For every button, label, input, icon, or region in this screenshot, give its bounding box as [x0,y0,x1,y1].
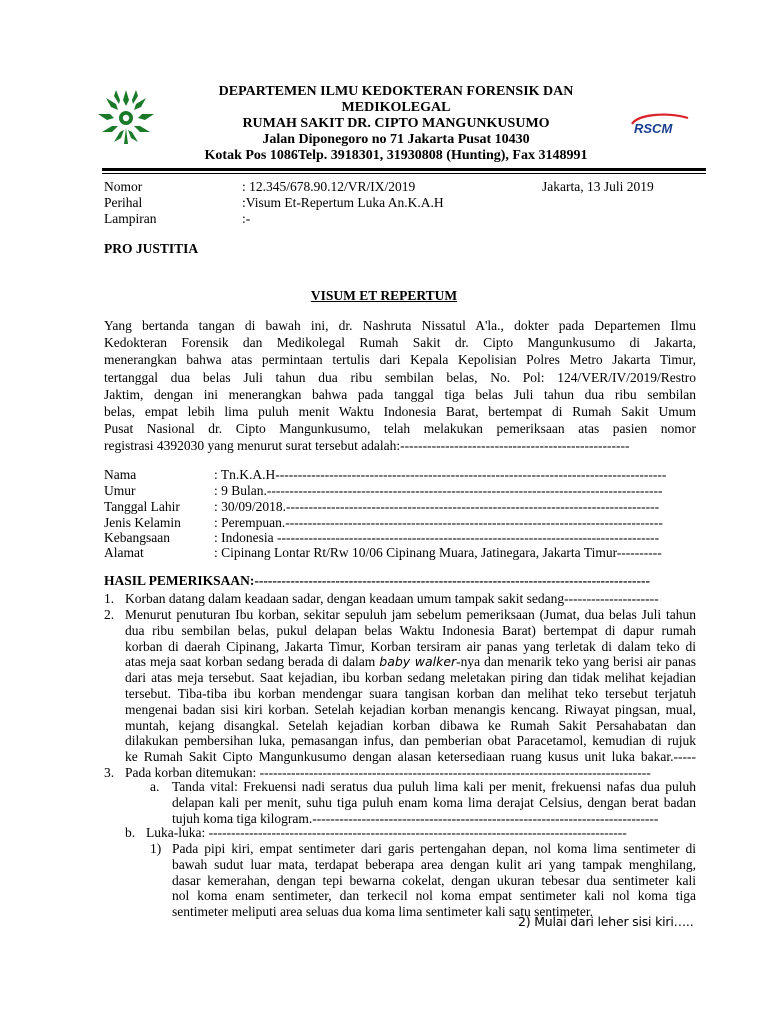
sub-number: a. [150,779,160,794]
intro-line: Jaktim, dengan ini menerangkan bahwa pada tanggal tiga belas Juli tahun dua ribu sembilan [104,386,696,402]
nomor-label: Nomor [104,179,143,194]
finding-line: korban di daerah Cipinang, Jakarta Timur, Korban tersiram air panas yang terletak di dalam teko di [125,638,696,654]
finding-line-part: atas meja saat korban sedang berada di dalam [125,654,380,670]
finding-line: nol koma enam sentimeter, dan terkecil nol koma empat sentimeter kali nol koma tiga [172,888,696,904]
intro-line: Yang bertanda tangan di bawah ini, dr. Nashruta Nissatul A'la., dokter pada Departemen Ilmu [104,318,696,333]
finding-line: dasar kemerahan, dengan tepi bewarna cokelat, dengan ukuran tebesar dua sentimeter kali [172,872,696,888]
intro-line: Kedokteran Forensik dan Medikolegal Rumah Sakit dr. Cipto Mangunkusumo di Jakarta, [104,335,696,351]
hasil-pemeriksaan-heading: HASIL PEMERIKSAAN:---------------------------------------------------------------------------------------- [104,573,651,588]
identity-value: : Indonesia ------------------------------------------------------------------------------------- [214,530,660,545]
perihal-value: :Visum Et-Repertum Luka An.K.A.H [242,195,444,210]
document-title: VISUM ET REPERTUM [310,288,458,303]
finding-line: ke Rumah Sakit Cipto Mangunkusumo dengan alasan ketersediaan ruang kusus unit luka bakar.----- [125,749,696,765]
letterhead-rule-thin [102,173,706,174]
finding-number: 3. [104,765,115,780]
identity-value: : Cipinang Lontar Rt/Rw 10/06 Cipinang Muara, Jatinegara, Jakarta Timur---------- [214,545,662,560]
nomor-row [104,179,415,195]
letterhead [186,84,606,164]
finding-text: Pada korban ditemukan: --------------------------------------------------------------------------------------- [125,765,651,780]
finding-line: sentimeter meliputi area seluas dua koma lima sentimeter kali satu sentimeter. [172,904,593,920]
finding-line: dari atas meja tersebut. Saat kejadian, ibu korban sedang meletakan piring dan tidak melihat kejadian [125,670,696,686]
rscm-logo [628,112,702,136]
intro-paragraph [104,317,696,455]
finding-line: Pada pipi kiri, empat sentimeter dari garis pertengahan depan, nol koma lima sentimeter di [172,841,696,856]
pro-justitia-heading: PRO JUSTITIA [104,241,199,256]
finding-line: dilakukan pembersihan luka, pemasangan infus, dan pemberian obat Paracetamol, kemudian di rujuk [125,733,696,749]
finding-text: Luka-luka: --------------------------------------------------------------------------------------------- [146,825,627,840]
intro-line: registrasi 4392030 yang menurut surat tersebut adalah:--------------------------------------------------- [104,438,630,454]
finding-line: tersebut. Tiba-tiba ibu korban mendengar suara tangisan korban dan melihat teko tersebut terjatuh [125,685,696,701]
letterhead-contact: Kotak Pos 1086Telp. 3918301, 31930808 (Hunting), Fax 3148991 [204,148,588,163]
finding-line: muntah, kejang disangkal. Setelah kejadian korban dibawa ke Rumah Sakit Persahabatan dan [125,717,696,733]
lampiran-label: Lampiran [104,211,157,226]
identity-label: Jenis Kelamin [104,515,181,530]
intro-line: menerangkan bahwa atas permintaan tertulis dari Kepala Kepolisian Polres Metro Jakarta Timur, [104,352,696,368]
finding-text: Korban datang dalam keadaan sadar, dengan keadaan umum tampak sakit sedang--------------------- [125,591,659,606]
intro-line: belas, empat lebih lima puluh menit Waktu Indonesia Barat, bertempat di Rumah Sakit Umum [104,404,696,420]
finding-line: Menurut penuturan Ibu korban, sekitar sepuluh jam sebelum pemeriksaan (Jumat, dua belas Juli tahun [125,607,696,622]
identity-value: : 30/09/2018.----------------------------------------------------------------------------------- [214,499,660,514]
baby-walker-term: baby walker [379,654,457,670]
lampiran-row [104,211,250,227]
finding-line: Tanda vital: Frekuensi nadi seratus dua puluh lima kali per menit, frekuensi nafas dua puluh [172,779,696,794]
finding-line: mengenai badan sisi kiri korban. Setelah kejadian korban menangis kencang. Riwayat pingsan, mual, [125,701,696,717]
rscm-logo-text: RSCM [634,121,673,136]
sub-number: b. [125,825,136,840]
nomor-value: : 12.345/678.90.12/VR/IX/2019 [242,179,416,194]
finding-line: dua ribu sembilan belas, pukul delapan belas Waktu Indonesia Barat) bertempat di dapur rumah [125,622,696,638]
finding-line: bawah sudut luar mata, terdapat beberapa area dengan kulit ari yang tampak menghilang, [172,856,696,872]
finding-line: delapan kali per menit, suhu tiga puluh enam koma lima derajat Celsius, dengan berat badan [172,794,696,810]
identity-value: : Tn.K.A.H--------------------------------------------------------------------------------------- [214,467,667,482]
sub-number: 1) [150,841,162,856]
letterhead-hospital-name: RUMAH SAKIT DR. CIPTO MANGUNKUSUMO [242,116,550,131]
continuation-note: 2) Mulai dari leher sisi kiri….. [518,914,694,929]
perihal-label: Perihal [104,195,143,210]
identity-label: Kebangsaan [104,530,170,545]
lampiran-value: :- [242,211,251,226]
identity-label: Umur [104,483,136,498]
finding-number: 1. [104,591,115,606]
document-title-wrap [0,288,768,304]
letter-date: Jakarta, 13 Juli 2019 [542,179,654,194]
perihal-row [104,195,444,211]
identity-label: Alamat [104,545,144,560]
finding-number: 2. [104,607,115,622]
identity-value: : Perempuan.------------------------------------------------------------------------------------ [214,515,663,530]
finding-line-part: -nya dan menarik teko yang berisi air panas [456,654,696,670]
finding-line-with-italic [125,654,696,670]
intro-line: Pusat Nasional dr. Cipto Mangunkusumo, telah melakukan pemeriksaan atas pasien nomor [104,421,696,437]
identity-value: : 9 Bulan.---------------------------------------------------------------------------------------- [214,483,663,498]
letterhead-department-line1: DEPARTEMEN ILMU KEDOKTERAN FORENSIK DAN [218,84,574,99]
university-emblem-logo [94,84,158,148]
letterhead-department-line2: MEDIKOLEGAL [341,100,451,115]
identity-label: Tanggal Lahir [104,499,180,514]
identity-label: Nama [104,467,137,482]
intro-line: tertanggal dua belas Juli tahun dua ribu sembilan belas, No. Pol: 124/VER/IV/2019/Restro [104,369,696,385]
letterhead-address: Jalan Diponegoro no 71 Jakarta Pusat 10430 [262,132,530,147]
finding-line: tujuh koma tiga kilogram.----------------------------------------------------------------------------- [172,810,659,826]
letterhead-rule-thick [102,168,706,171]
